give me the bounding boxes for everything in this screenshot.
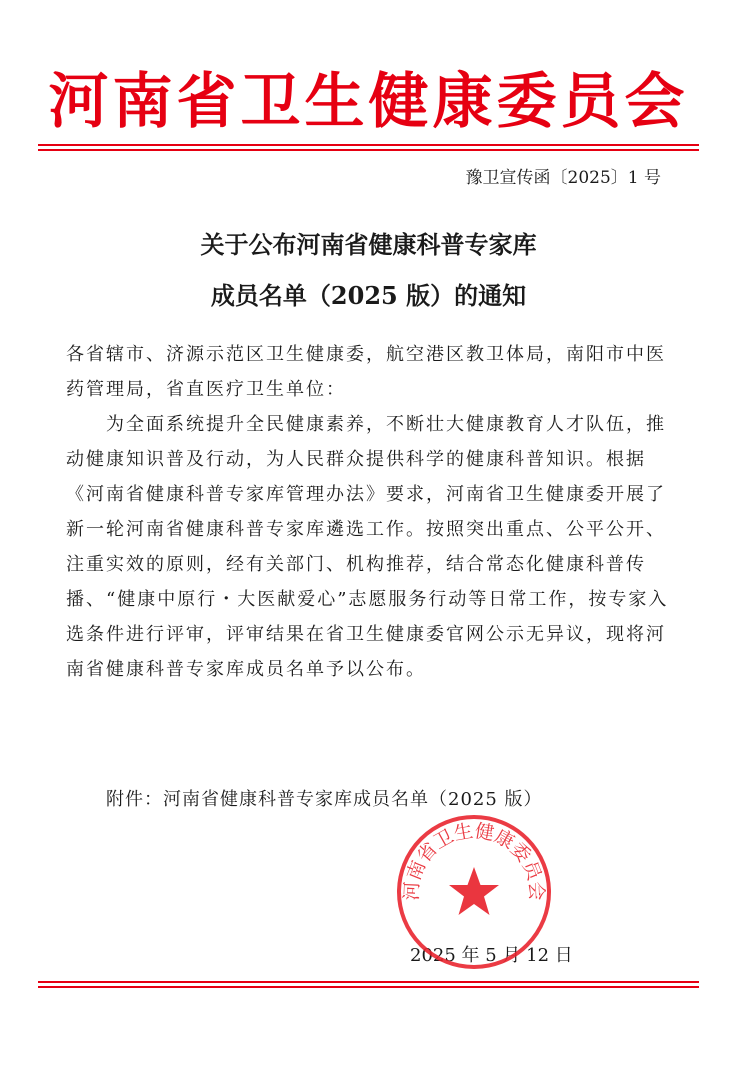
masthead-org-name: 河南省卫生健康委员会 bbox=[48, 67, 689, 137]
star-icon bbox=[449, 867, 499, 915]
salutation: 各省辖市、济源示范区卫生健康委，航空港区教卫体局，南阳市中医药管理局，省直医疗卫生单位： bbox=[66, 344, 666, 400]
document-number: 豫卫宣传函〔2025〕1 号 bbox=[465, 168, 661, 188]
notice-title-line-2: 成员名单（2025 版）的通知 bbox=[210, 281, 527, 310]
masthead-divider bbox=[38, 144, 699, 151]
notice-title-line-1: 关于公布河南省健康科普专家库 bbox=[200, 230, 537, 259]
notice-body bbox=[66, 337, 672, 687]
footer-divider bbox=[38, 981, 699, 988]
body-paragraph: 为全面系统提升全民健康素养，不断壮大健康教育人才队伍，推动健康知识普及行动，为人民群众提供科学的健康科普知识。根据《河南省健康科普专家库管理办法》要求，河南省卫生健康委开展了新一轮河南省健康科普专家库遴选工作。按照突出重点、公平公开、注重实效的原则，经有关部门、机构推荐，结合常态化健康科普传播、“健康中原行・大医献爱心”志愿服务行动等日常工作，按专家入选条件进行评审，评审结果在省卫生健康委官网公示无异议，现将河南省健康科普专家库成员名单予以公布。 bbox=[66, 414, 669, 680]
seal-text: 河南省卫生健康委员会 bbox=[400, 819, 548, 901]
issue-date: 2025 年 5 月 12 日 bbox=[410, 945, 573, 966]
official-seal bbox=[394, 812, 554, 972]
attachment-line: 附件：河南省健康科普专家库成员名单（2025 版） bbox=[106, 789, 543, 810]
